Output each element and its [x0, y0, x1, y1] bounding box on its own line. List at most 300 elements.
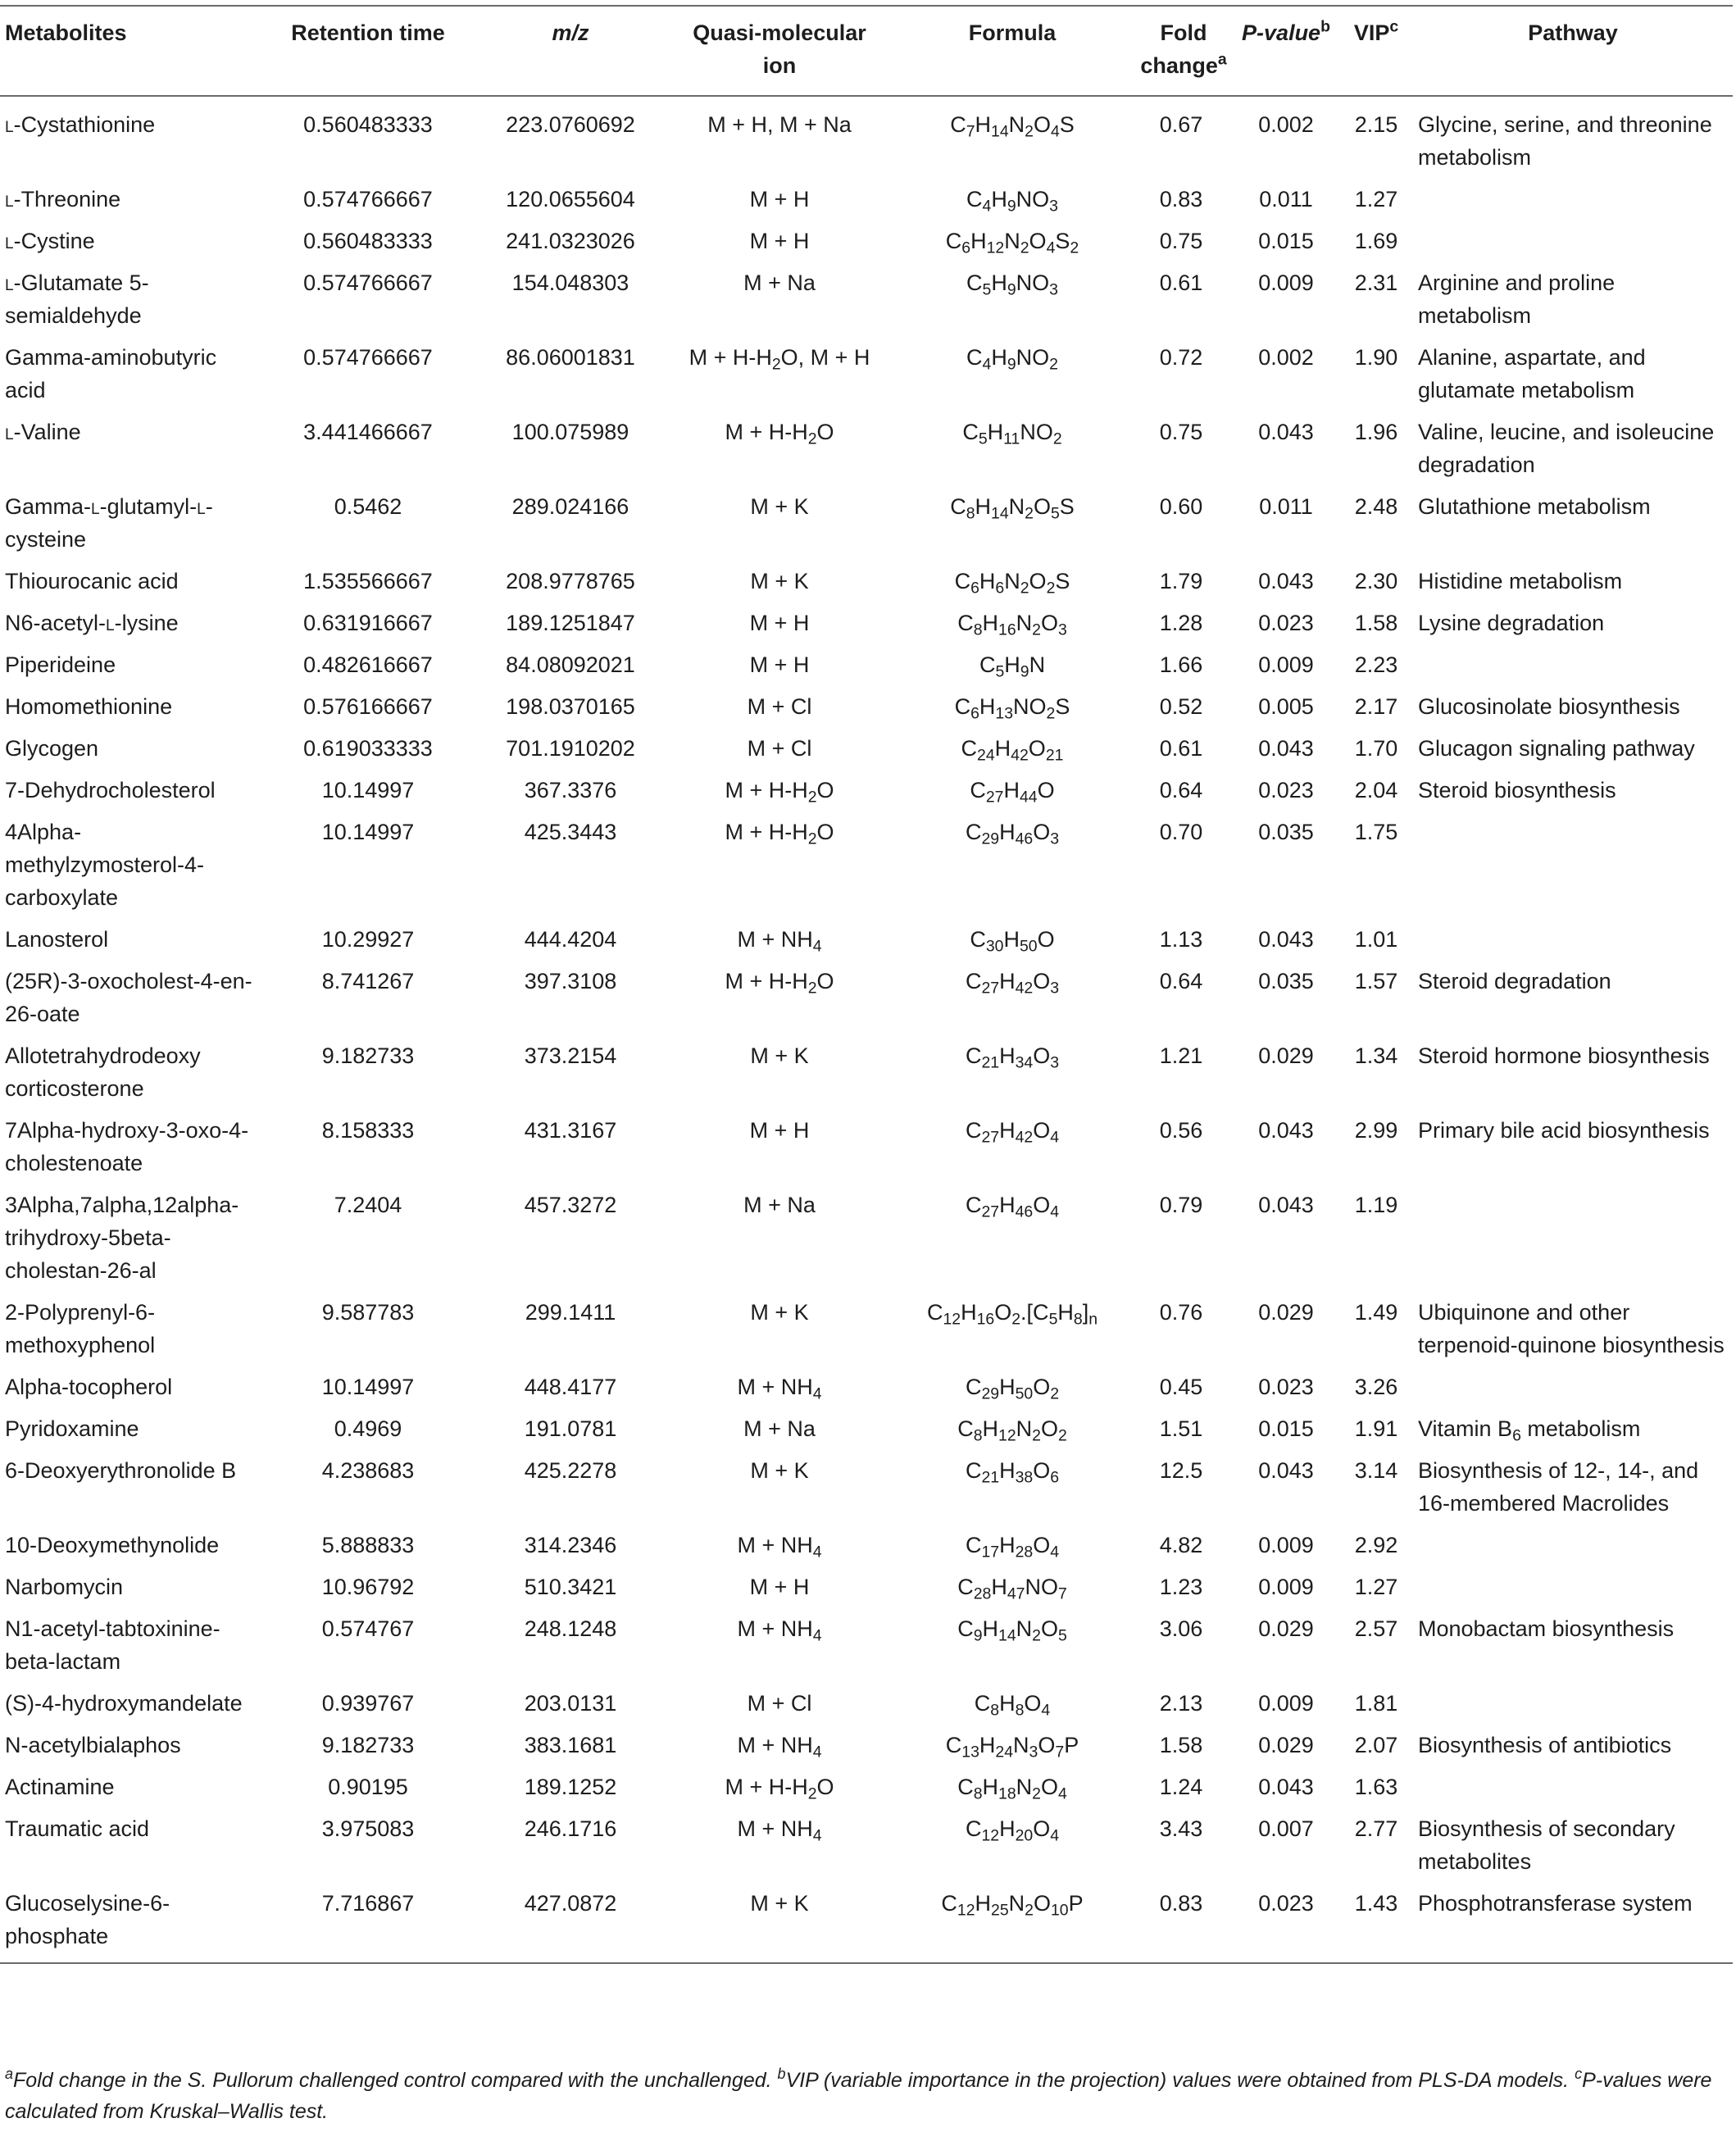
- cell-metabolite: N1-acetyl-tabtoxinine-beta-lactam: [5, 1616, 220, 1674]
- cell-vip: 2.77: [1354, 1816, 1398, 1841]
- cell-metabolite: Narbomycin: [5, 1575, 124, 1599]
- cell-quasi-molecular-ion: $M + NH_4$: [737, 927, 822, 956]
- cell-mz: 510.3421: [524, 1575, 617, 1599]
- cell-quasi-molecular-ion: M + K: [750, 1458, 809, 1483]
- cell-formula: $C_8H_8O_4$: [974, 1691, 1051, 1720]
- cell-fold-change: 0.60: [1159, 494, 1203, 519]
- cell-vip: 2.99: [1354, 1118, 1398, 1143]
- cell-vip: 1.63: [1354, 1775, 1398, 1799]
- cell-p-value: 0.023: [1258, 611, 1314, 635]
- cell-vip: 1.69: [1354, 229, 1398, 253]
- cell-formula: $C_6H_{13}NO_2S$: [954, 694, 1070, 723]
- table-body: [0, 96, 1733, 1963]
- cell-pathway: Monobactam biosynthesis: [1418, 1616, 1675, 1641]
- cell-mz: 241.0323026: [506, 229, 635, 253]
- cell-pathway: Lysine degradation: [1418, 611, 1605, 635]
- cell-retention-time: 0.5462: [334, 494, 402, 519]
- header-vip: [1339, 6, 1413, 96]
- cell-mz: 383.1681: [524, 1733, 617, 1757]
- cell-p-value: 0.043: [1258, 927, 1314, 952]
- cell-quasi-molecular-ion: $M + H-H_2O$: [725, 420, 834, 448]
- cell-p-value: 0.002: [1258, 112, 1314, 137]
- cell-retention-time: 9.182733: [321, 1043, 415, 1068]
- cell-mz: 701.1910202: [506, 736, 635, 761]
- cell-metabolite: 4Alpha-methylzymosterol-4-carboxylate: [5, 820, 205, 910]
- cell-formula: $C_8H_{14}N_2O_5S$: [950, 494, 1075, 523]
- table-row: [0, 221, 1733, 263]
- cell-quasi-molecular-ion: M + Cl: [747, 1691, 812, 1716]
- cell-quasi-molecular-ion: M + Na: [743, 270, 816, 295]
- cell-formula: $C_{30}H_{50}O$: [970, 927, 1055, 956]
- cell-p-value: 0.023: [1258, 1375, 1314, 1399]
- cell-vip: 1.01: [1354, 927, 1398, 952]
- cell-mz: 198.0370165: [506, 694, 635, 719]
- cell-vip: 2.23: [1354, 652, 1398, 677]
- header-fold-change-note: a: [1217, 50, 1227, 69]
- cell-mz: 314.2346: [524, 1533, 617, 1557]
- cell-mz: 373.2154: [524, 1043, 617, 1068]
- cell-formula: $C_{27}H_{44}O$: [970, 778, 1055, 807]
- cell-p-value: 0.007: [1258, 1816, 1314, 1841]
- cell-quasi-molecular-ion: M + H: [749, 1575, 810, 1599]
- cell-p-value: 0.035: [1258, 969, 1314, 993]
- header-vip-label: VIP: [1353, 20, 1390, 45]
- cell-mz: 191.0781: [524, 1416, 617, 1441]
- cell-metabolite: Alpha-tocopherol: [5, 1375, 173, 1399]
- table-row: [0, 771, 1733, 812]
- cell-p-value: 0.029: [1258, 1733, 1314, 1757]
- cell-p-value: 0.043: [1258, 569, 1314, 593]
- cell-p-value: 0.009: [1258, 1575, 1314, 1599]
- cell-quasi-molecular-ion: M + K: [750, 569, 809, 593]
- cell-metabolite: 7Alpha-hydroxy-3-oxo-4-cholestenoate: [5, 1118, 249, 1175]
- cell-retention-time: 0.574766667: [303, 345, 433, 370]
- cell-mz: 299.1411: [525, 1300, 616, 1325]
- cell-p-value: 0.009: [1258, 652, 1314, 677]
- cell-pathway: [1413, 180, 1733, 221]
- header-fold-change: [1134, 6, 1233, 96]
- cell-pathway: Histidine metabolism: [1418, 569, 1623, 593]
- cell-metabolite: Gamma-l-glutamyl-l-cysteine: [5, 494, 213, 552]
- cell-retention-time: 8.741267: [321, 969, 415, 993]
- cell-p-value: 0.035: [1258, 820, 1314, 844]
- cell-retention-time: 0.90195: [328, 1775, 408, 1799]
- table-row: [0, 1293, 1733, 1367]
- cell-vip: 1.57: [1354, 969, 1398, 993]
- cell-formula: $C_5H_9NO_3$: [966, 270, 1058, 299]
- cell-vip: 1.49: [1354, 1300, 1398, 1325]
- cell-mz: 427.0872: [524, 1891, 617, 1916]
- cell-mz: 448.4177: [524, 1375, 617, 1399]
- cell-fold-change: 0.52: [1159, 694, 1203, 719]
- cell-p-value: 0.023: [1258, 1891, 1314, 1916]
- cell-p-value: 0.043: [1258, 736, 1314, 761]
- cell-formula: $C_{29}H_{46}O_3$: [965, 820, 1060, 848]
- cell-p-value: 0.005: [1258, 694, 1314, 719]
- cell-formula: $C_{27}H_{42}O_4$: [965, 1118, 1060, 1147]
- cell-fold-change: 1.79: [1159, 569, 1203, 593]
- cell-fold-change: 1.24: [1159, 1775, 1203, 1799]
- cell-mz: 208.9778765: [506, 569, 635, 593]
- cell-metabolite: l-Cystathionine: [5, 112, 156, 137]
- cell-formula: $C_{27}H_{46}O_4$: [965, 1193, 1060, 1221]
- cell-vip: 1.34: [1354, 1043, 1398, 1068]
- cell-pathway: Glucosinolate biosynthesis: [1418, 694, 1680, 719]
- cell-fold-change: 0.83: [1159, 187, 1203, 211]
- cell-metabolite: Glucoselysine-6-phosphate: [5, 1891, 170, 1948]
- cell-formula: $C_{13}H_{24}N_3O_7P$: [945, 1733, 1079, 1762]
- cell-pathway: Primary bile acid biosynthesis: [1418, 1118, 1710, 1143]
- cell-formula: $C_5H_9N$: [979, 652, 1046, 681]
- cell-vip: 1.91: [1354, 1416, 1398, 1441]
- cell-quasi-molecular-ion: M + Na: [743, 1193, 816, 1217]
- header-retention-time: Retention time: [264, 6, 472, 96]
- cell-quasi-molecular-ion: M + K: [750, 1300, 809, 1325]
- cell-pathway: [1413, 920, 1733, 961]
- cell-retention-time: 0.574766667: [303, 187, 433, 211]
- cell-metabolite: Allotetrahydrodeoxy corticosterone: [5, 1043, 201, 1101]
- cell-mz: 425.3443: [524, 820, 617, 844]
- cell-retention-time: 10.14997: [321, 820, 415, 844]
- table-row: [0, 1567, 1733, 1609]
- cell-formula: $C_{28}H_{47}NO_7$: [957, 1575, 1067, 1603]
- cell-pathway: Valine, leucine, and isoleucine degradation: [1418, 420, 1715, 477]
- cell-fold-change: 1.13: [1159, 927, 1203, 952]
- cell-retention-time: 10.14997: [321, 1375, 415, 1399]
- cell-mz: 425.2278: [524, 1458, 617, 1483]
- cell-retention-time: 0.576166667: [303, 694, 433, 719]
- table-row: [0, 729, 1733, 771]
- cell-mz: 189.1251847: [506, 611, 635, 635]
- cell-mz: 457.3272: [524, 1193, 617, 1217]
- cell-metabolite: Gamma-aminobutyric acid: [5, 345, 217, 402]
- cell-quasi-molecular-ion: $M + NH_4$: [737, 1616, 822, 1645]
- cell-fold-change: 1.21: [1159, 1043, 1203, 1068]
- cell-quasi-molecular-ion: $M + NH_4$: [737, 1733, 822, 1762]
- cell-quasi-molecular-ion: $M + H-H_2O$, M + H: [688, 345, 870, 374]
- cell-pathway: [1413, 1767, 1733, 1809]
- cell-vip: 1.90: [1354, 345, 1398, 370]
- cell-fold-change: 0.64: [1159, 969, 1203, 993]
- cell-pathway: [1413, 1567, 1733, 1609]
- cell-p-value: 0.011: [1259, 187, 1313, 211]
- cell-vip: 2.07: [1354, 1733, 1398, 1757]
- table-row: [0, 645, 1733, 687]
- cell-metabolite: Glycogen: [5, 736, 99, 761]
- table-row: [0, 1111, 1733, 1185]
- cell-pathway: Arginine and proline metabolism: [1418, 270, 1616, 328]
- cell-retention-time: 10.29927: [321, 927, 415, 952]
- table-row: [0, 920, 1733, 961]
- table-footnote: $^a$Fold change in the S. Pullorum challenged control compared with the unchallenged. $^b$VIP (variable importance in the projection) values were obtained from PLS-DA models. $^c$P-values were calculated from Kruskal–Wallis test.: [5, 2066, 1712, 2123]
- cell-mz: 367.3376: [524, 778, 617, 802]
- cell-formula: $C_{17}H_{28}O_4$: [965, 1533, 1060, 1561]
- cell-pathway: Alanine, aspartate, and glutamate metabolism: [1418, 345, 1646, 402]
- table-row: [0, 812, 1733, 920]
- cell-vip: 2.04: [1354, 778, 1398, 802]
- cell-quasi-molecular-ion: $M + NH_4$: [737, 1816, 822, 1845]
- cell-retention-time: 9.182733: [321, 1733, 415, 1757]
- cell-mz: 120.0655604: [506, 187, 635, 211]
- cell-p-value: 0.043: [1258, 420, 1314, 444]
- cell-vip: 1.43: [1354, 1891, 1398, 1916]
- cell-pathway: [1413, 812, 1733, 920]
- cell-retention-time: 4.238683: [321, 1458, 415, 1483]
- cell-quasi-molecular-ion: M + H: [749, 611, 810, 635]
- cell-mz: 289.024166: [511, 494, 629, 519]
- cell-pathway: Glutathione metabolism: [1418, 494, 1651, 519]
- cell-pathway: Steroid degradation: [1418, 969, 1611, 993]
- cell-fold-change: 12.5: [1159, 1458, 1203, 1483]
- cell-formula: $C_4H_9NO_2$: [966, 345, 1058, 374]
- cell-fold-change: 0.79: [1159, 1193, 1203, 1217]
- cell-fold-change: 1.66: [1159, 652, 1203, 677]
- cell-p-value: 0.015: [1258, 1416, 1314, 1441]
- table-row: [0, 603, 1733, 645]
- cell-vip: 2.31: [1354, 270, 1398, 295]
- cell-quasi-molecular-ion: $M + H-H_2O$: [725, 820, 834, 848]
- cell-fold-change: 0.64: [1159, 778, 1203, 802]
- cell-retention-time: 7.2404: [334, 1193, 402, 1217]
- table-row: [0, 961, 1733, 1036]
- cell-fold-change: 1.23: [1159, 1575, 1203, 1599]
- cell-fold-change: 0.56: [1159, 1118, 1203, 1143]
- cell-fold-change: 0.61: [1159, 270, 1203, 295]
- cell-retention-time: 7.716867: [321, 1891, 415, 1916]
- cell-metabolite: Actinamine: [5, 1775, 115, 1799]
- header-metabolites: Metabolites: [0, 6, 264, 96]
- table-row: [0, 1809, 1733, 1884]
- table-row: [0, 1884, 1733, 1963]
- cell-mz: 189.1252: [524, 1775, 617, 1799]
- cell-quasi-molecular-ion: M + K: [750, 1891, 809, 1916]
- table-row: [0, 1767, 1733, 1809]
- cell-pathway: [1413, 221, 1733, 263]
- cell-mz: 431.3167: [524, 1118, 617, 1143]
- header-p-value-label: P-value: [1242, 20, 1321, 45]
- cell-pathway: Phosphotransferase system: [1418, 1891, 1693, 1916]
- cell-fold-change: 0.75: [1159, 420, 1203, 444]
- cell-p-value: 0.043: [1258, 1118, 1314, 1143]
- cell-mz: 444.4204: [524, 927, 617, 952]
- cell-vip: 1.27: [1354, 187, 1398, 211]
- cell-metabolite: N6-acetyl-l-lysine: [5, 611, 179, 635]
- cell-fold-change: 0.76: [1159, 1300, 1203, 1325]
- header-p-value: [1233, 6, 1339, 96]
- cell-p-value: 0.009: [1258, 1691, 1314, 1716]
- cell-retention-time: 5.888833: [321, 1533, 415, 1557]
- cell-formula: $C_{12}H_{25}N_2O_{10}P$: [941, 1891, 1084, 1920]
- cell-mz: 154.048303: [511, 270, 629, 295]
- table-row: [0, 263, 1733, 338]
- cell-formula: $C_4H_9NO_3$: [966, 187, 1058, 216]
- cell-p-value: 0.043: [1258, 1775, 1314, 1799]
- cell-retention-time: 0.574767: [321, 1616, 415, 1641]
- cell-mz: 223.0760692: [506, 112, 635, 137]
- cell-quasi-molecular-ion: M + Cl: [747, 694, 812, 719]
- cell-formula: $C_6H_6N_2O_2S$: [954, 569, 1070, 598]
- cell-metabolite: Thiourocanic acid: [5, 569, 179, 593]
- cell-p-value: 0.009: [1258, 270, 1314, 295]
- cell-retention-time: 0.631916667: [303, 611, 433, 635]
- cell-fold-change: 0.70: [1159, 820, 1203, 844]
- cell-mz: 203.0131: [524, 1691, 617, 1716]
- cell-quasi-molecular-ion: $M + NH_4$: [737, 1533, 822, 1561]
- cell-fold-change: 0.61: [1159, 736, 1203, 761]
- cell-formula: $C_6H_{12}N_2O_4S_2$: [945, 229, 1079, 257]
- table-row: [0, 180, 1733, 221]
- cell-metabolite: 6-Deoxyerythronolide B: [5, 1458, 237, 1483]
- cell-pathway: Biosynthesis of secondary metabolites: [1418, 1816, 1675, 1874]
- cell-formula: $C_{12}H_{20}O_4$: [965, 1816, 1060, 1845]
- cell-quasi-molecular-ion: $M + H-H_2O$: [725, 778, 834, 807]
- cell-retention-time: 8.158333: [321, 1118, 415, 1143]
- cell-retention-time: 10.96792: [321, 1575, 415, 1599]
- cell-retention-time: 0.574766667: [303, 270, 433, 295]
- cell-vip: 1.70: [1354, 736, 1398, 761]
- table-row: [0, 96, 1733, 180]
- table-row: [0, 487, 1733, 561]
- cell-quasi-molecular-ion: M + H, M + Na: [707, 112, 852, 137]
- cell-fold-change: 3.43: [1159, 1816, 1203, 1841]
- cell-retention-time: 9.587783: [321, 1300, 415, 1325]
- cell-vip: 2.48: [1354, 494, 1398, 519]
- cell-metabolite: (S)-4-hydroxymandelate: [5, 1691, 243, 1716]
- table-row: [0, 1451, 1733, 1525]
- cell-metabolite: l-Cystine: [5, 229, 95, 253]
- header-pathway: Pathway: [1413, 6, 1733, 96]
- cell-pathway: [1413, 1684, 1733, 1725]
- table-row: [0, 561, 1733, 603]
- cell-mz: 84.08092021: [506, 652, 635, 677]
- table-row: [0, 412, 1733, 487]
- table-row: [0, 687, 1733, 729]
- metabolites-table: [0, 5, 1733, 1964]
- cell-fold-change: 3.06: [1159, 1616, 1203, 1641]
- cell-quasi-molecular-ion: $M + NH_4$: [737, 1375, 822, 1403]
- cell-retention-time: 0.619033333: [303, 736, 433, 761]
- cell-mz: 248.1248: [524, 1616, 617, 1641]
- cell-pathway: Biosynthesis of antibiotics: [1418, 1733, 1672, 1757]
- cell-vip: 2.92: [1354, 1533, 1398, 1557]
- cell-metabolite: 7-Dehydrocholesterol: [5, 778, 216, 802]
- cell-fold-change: 1.58: [1159, 1733, 1203, 1757]
- cell-mz: 397.3108: [524, 969, 617, 993]
- header-vip-note: c: [1389, 17, 1399, 36]
- cell-fold-change: 0.67: [1159, 112, 1203, 137]
- cell-retention-time: 0.4969: [334, 1416, 402, 1441]
- header-quasi-molecular-ion: Quasi-molecular ion: [669, 6, 890, 96]
- cell-vip: 1.96: [1354, 420, 1398, 444]
- cell-quasi-molecular-ion: M + Na: [743, 1416, 816, 1441]
- cell-pathway: [1413, 645, 1733, 687]
- cell-metabolite: l-Threonine: [5, 187, 121, 211]
- cell-pathway: Glucagon signaling pathway: [1418, 736, 1695, 761]
- table-row: [0, 1525, 1733, 1567]
- cell-mz: 86.06001831: [506, 345, 635, 370]
- table-header-row: [0, 6, 1733, 96]
- table-row: [0, 1725, 1733, 1767]
- cell-metabolite: Lanosterol: [5, 927, 109, 952]
- cell-pathway: Ubiquinone and other terpenoid-quinone biosynthesis: [1418, 1300, 1725, 1357]
- cell-p-value: 0.023: [1258, 778, 1314, 802]
- cell-fold-change: 2.13: [1159, 1691, 1203, 1716]
- cell-vip: 1.81: [1354, 1691, 1398, 1716]
- table-row: [0, 1185, 1733, 1293]
- cell-retention-time: 0.939767: [321, 1691, 415, 1716]
- header-formula: Formula: [890, 6, 1134, 96]
- cell-p-value: 0.015: [1258, 229, 1314, 253]
- cell-formula: $C_8H_{16}N_2O_3$: [957, 611, 1067, 639]
- cell-formula: $C_{21}H_{34}O_3$: [965, 1043, 1060, 1072]
- cell-vip: 2.17: [1354, 694, 1398, 719]
- cell-metabolite: l-Valine: [5, 420, 81, 444]
- table-row: [0, 1036, 1733, 1111]
- cell-metabolite: Traumatic acid: [5, 1816, 150, 1841]
- cell-quasi-molecular-ion: M + Cl: [747, 736, 812, 761]
- cell-metabolite: Pyridoxamine: [5, 1416, 139, 1441]
- cell-vip: 3.26: [1354, 1375, 1398, 1399]
- cell-fold-change: 0.83: [1159, 1891, 1203, 1916]
- cell-pathway: [1413, 1367, 1733, 1409]
- cell-vip: 2.15: [1354, 112, 1398, 137]
- cell-pathway: Steroid biosynthesis: [1418, 778, 1616, 802]
- table-row: [0, 1409, 1733, 1451]
- cell-metabolite: 10-Deoxymethynolide: [5, 1533, 220, 1557]
- cell-pathway: [1413, 1525, 1733, 1567]
- cell-pathway: Biosynthesis of 12-, 14-, and 16-membered Macrolides: [1418, 1458, 1699, 1516]
- cell-metabolite: (25R)-3-oxocholest-4-en-26-oate: [5, 969, 252, 1026]
- table-row: [0, 338, 1733, 412]
- cell-p-value: 0.043: [1258, 1458, 1314, 1483]
- cell-retention-time: 10.14997: [321, 778, 415, 802]
- cell-formula: $C_9H_{14}N_2O_5$: [957, 1616, 1067, 1645]
- cell-p-value: 0.011: [1259, 494, 1313, 519]
- cell-fold-change: 0.45: [1159, 1375, 1203, 1399]
- cell-quasi-molecular-ion: $M + H-H_2O$: [725, 969, 834, 998]
- cell-retention-time: 3.441466667: [303, 420, 433, 444]
- cell-formula: $C_{24}H_{42}O_{21}$: [961, 736, 1064, 765]
- cell-metabolite: 3Alpha,7alpha,12alpha-trihydroxy-5beta-cholestan-26-al: [5, 1193, 239, 1283]
- cell-fold-change: 4.82: [1159, 1533, 1203, 1557]
- cell-formula: $C_{27}H_{42}O_3$: [965, 969, 1060, 998]
- cell-vip: 1.27: [1354, 1575, 1398, 1599]
- cell-vip: 3.14: [1354, 1458, 1398, 1483]
- table-row: [0, 1367, 1733, 1409]
- cell-retention-time: 1.535566667: [303, 569, 433, 593]
- cell-p-value: 0.029: [1258, 1043, 1314, 1068]
- cell-quasi-molecular-ion: $M + H-H_2O$: [725, 1775, 834, 1803]
- cell-pathway: [1413, 1185, 1733, 1293]
- cell-fold-change: 0.72: [1159, 345, 1203, 370]
- header-p-value-note: b: [1320, 17, 1330, 36]
- cell-metabolite: N-acetylbialaphos: [5, 1733, 181, 1757]
- cell-quasi-molecular-ion: M + H: [749, 652, 810, 677]
- cell-fold-change: 1.51: [1159, 1416, 1203, 1441]
- cell-formula: $C_{21}H_{38}O_6$: [965, 1458, 1060, 1487]
- cell-fold-change: 1.28: [1159, 611, 1203, 635]
- cell-vip: 2.30: [1354, 569, 1398, 593]
- cell-retention-time: 0.560483333: [303, 229, 433, 253]
- cell-metabolite: l-Glutamate 5-semialdehyde: [5, 270, 149, 328]
- header-fold-change-label: Fold change: [1140, 20, 1218, 78]
- cell-formula: $C_8H_{12}N_2O_2$: [957, 1416, 1067, 1445]
- cell-vip: 2.57: [1354, 1616, 1398, 1641]
- cell-p-value: 0.002: [1258, 345, 1314, 370]
- cell-quasi-molecular-ion: M + H: [749, 1118, 810, 1143]
- cell-formula: $C_5H_{11}NO_2$: [962, 420, 1062, 448]
- cell-p-value: 0.029: [1258, 1300, 1314, 1325]
